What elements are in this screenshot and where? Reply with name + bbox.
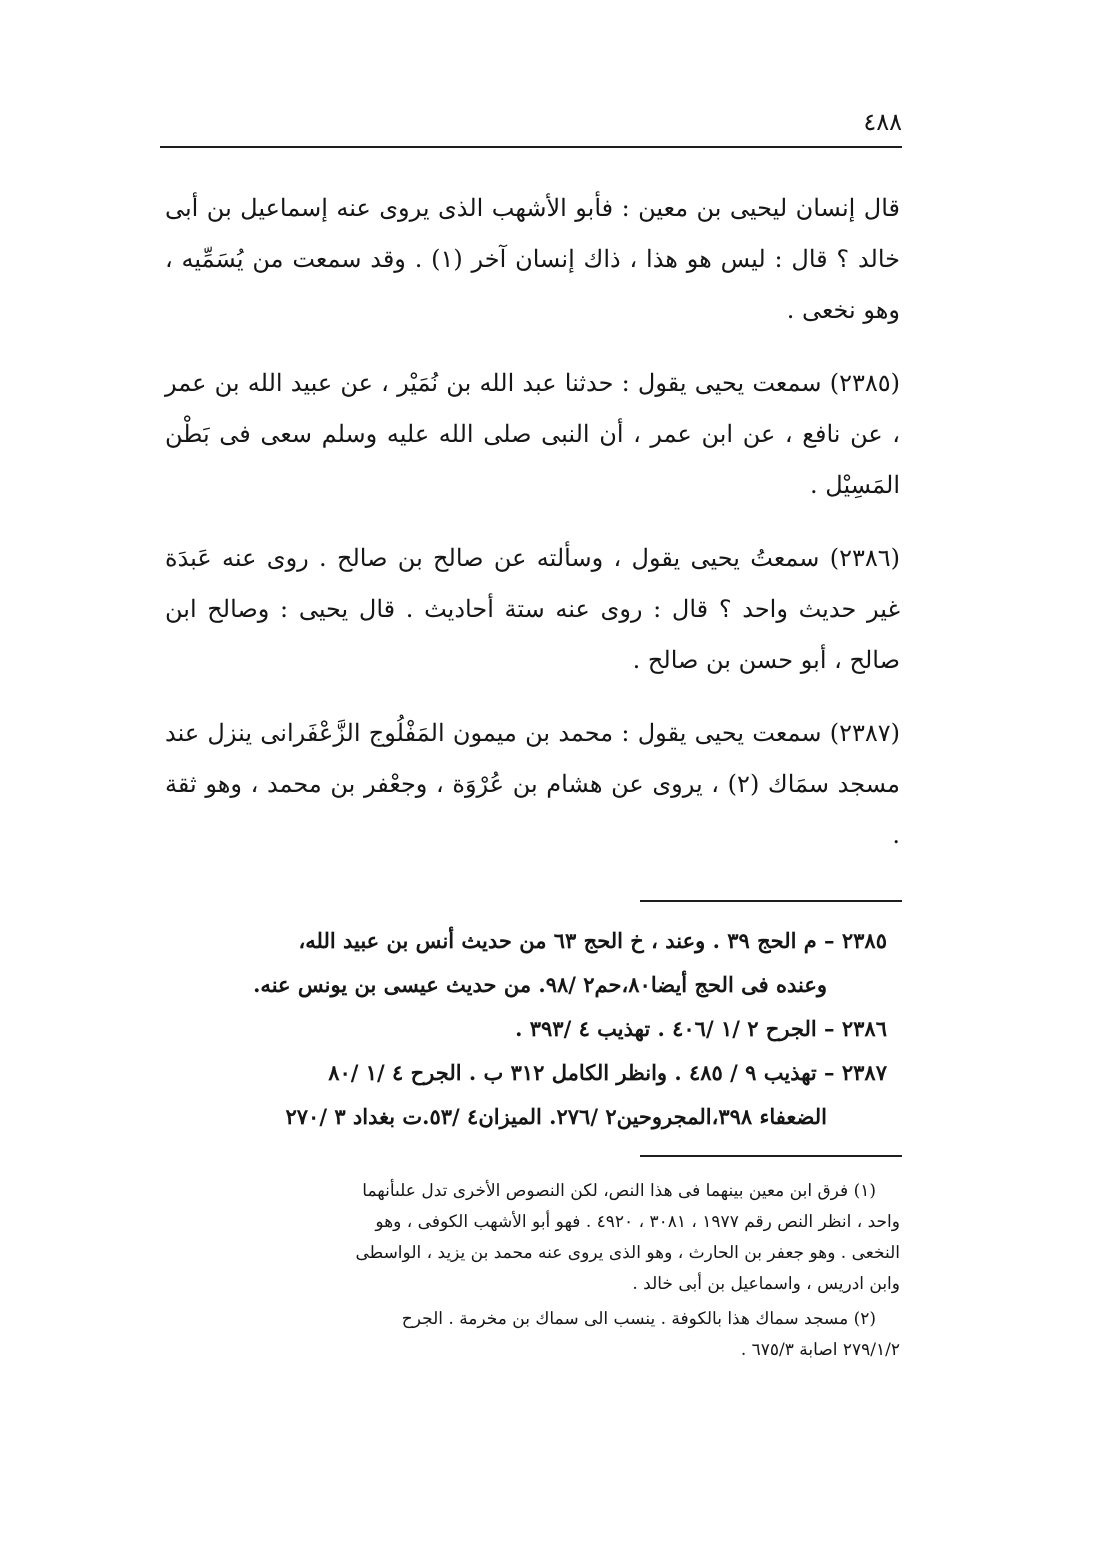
- paragraph-2386: (٢٣٨٦) سمعتُ يحيى يقول ، وسألته عن صالح بن صالح . روى عنه عَبدَة غير حديث واحد ؟ قال : روى عنه ستة أحاديث . قال يحيى : وصالح ابن صالح ، أبو حسن بن صالح .: [165, 544, 900, 674]
- note-line: الضعفاء ٣٩٨،المجروحين٢ /٢٧٦. الميزان٤ /٥٣.ت بغداد ٣ /٢٧٠: [285, 1104, 827, 1129]
- footnotes-separator: [640, 1155, 902, 1157]
- paragraph-2387: (٢٣٨٧) سمعت يحيى يقول : محمد بن ميمون المَفْلُوج الزَّعْفَرانى ينزل عند مسجد سمَاك (٢) ، يروى عن هشام بن عُرْوَة ، وجعْفر بن محمد ، وهو ثقة .: [165, 719, 900, 849]
- footnote-line: واحد ، انظر النص رقم ١٩٧٧ ، ٣٠٨١ ، ٤٩٢٠ . فهو أبو الأشهب الكوفى ، وهو: [375, 1212, 900, 1232]
- footnote-line: النخعى . وهو جعفر بن الحارث ، وهو الذى يروى عنه محمد بن يزيد ، الواسطى: [355, 1243, 900, 1263]
- editor-notes: [165, 919, 887, 1139]
- note-line: ٢٣٨٦ – الجرح ٢ /١ /٤٠٦ . تهذيب ٤ /٣٩٣ .: [515, 1016, 887, 1041]
- paragraph-intro: قال إنسان ليحيى بن معين : فأبو الأشهب الذى يروى عنه إسماعيل بن أبى خالد ؟ قال : ليس هو هذا ، ذاك إنسان آخر (١) . وقد سمعت من يُسَمِّيه ، وهو نخعى .: [165, 194, 901, 324]
- notes-separator: [640, 900, 902, 902]
- page-number: ٤٨٨: [863, 108, 902, 136]
- note-line: ٢٣٨٧ – تهذيب ٩ / ٤٨٥ . وانظر الكامل ٣١٢ ب . الجرح ٤ /١ /٨٠: [328, 1060, 887, 1085]
- paragraph-2385: (٢٣٨٥) سمعت يحيى يقول : حدثنا عبد الله بن نُمَيْر ، عن عبيد الله بن عمر ، عن نافع ، عن ابن عمر ، أن النبى صلى الله عليه وسلم سعى فى بَطْن المَسِيْل .: [165, 369, 900, 499]
- main-text: [165, 183, 900, 883]
- footnote-line: (١) فرق ابن معين بينهما فى هذا النص، لكن النصوص الأخرى تدل علىأنهما: [362, 1181, 876, 1201]
- header-rule: [160, 146, 902, 148]
- footnote-line: ٢٧٩/١/٢ اصابة ٦٧٥/٣ .: [740, 1340, 900, 1360]
- note-line: ٢٣٨٥ – م الحج ٣٩ . وعند ، خ الحج ٦٣ من حديث أنس بن عبيد الله،: [298, 928, 887, 953]
- footnotes: [160, 1176, 900, 1366]
- footnote-line: (٢) مسجد سماك هذا بالكوفة . ينسب الى سماك بن مخرمة . الجرح: [401, 1309, 876, 1329]
- note-line: وعنده فى الحج أيضا٨٠،حم٢ /٩٨. من حديث عيسى بن يونس عنه.: [253, 972, 827, 997]
- footnote-line: وابن ادريس ، واسماعيل بن أبى خالد .: [632, 1274, 900, 1294]
